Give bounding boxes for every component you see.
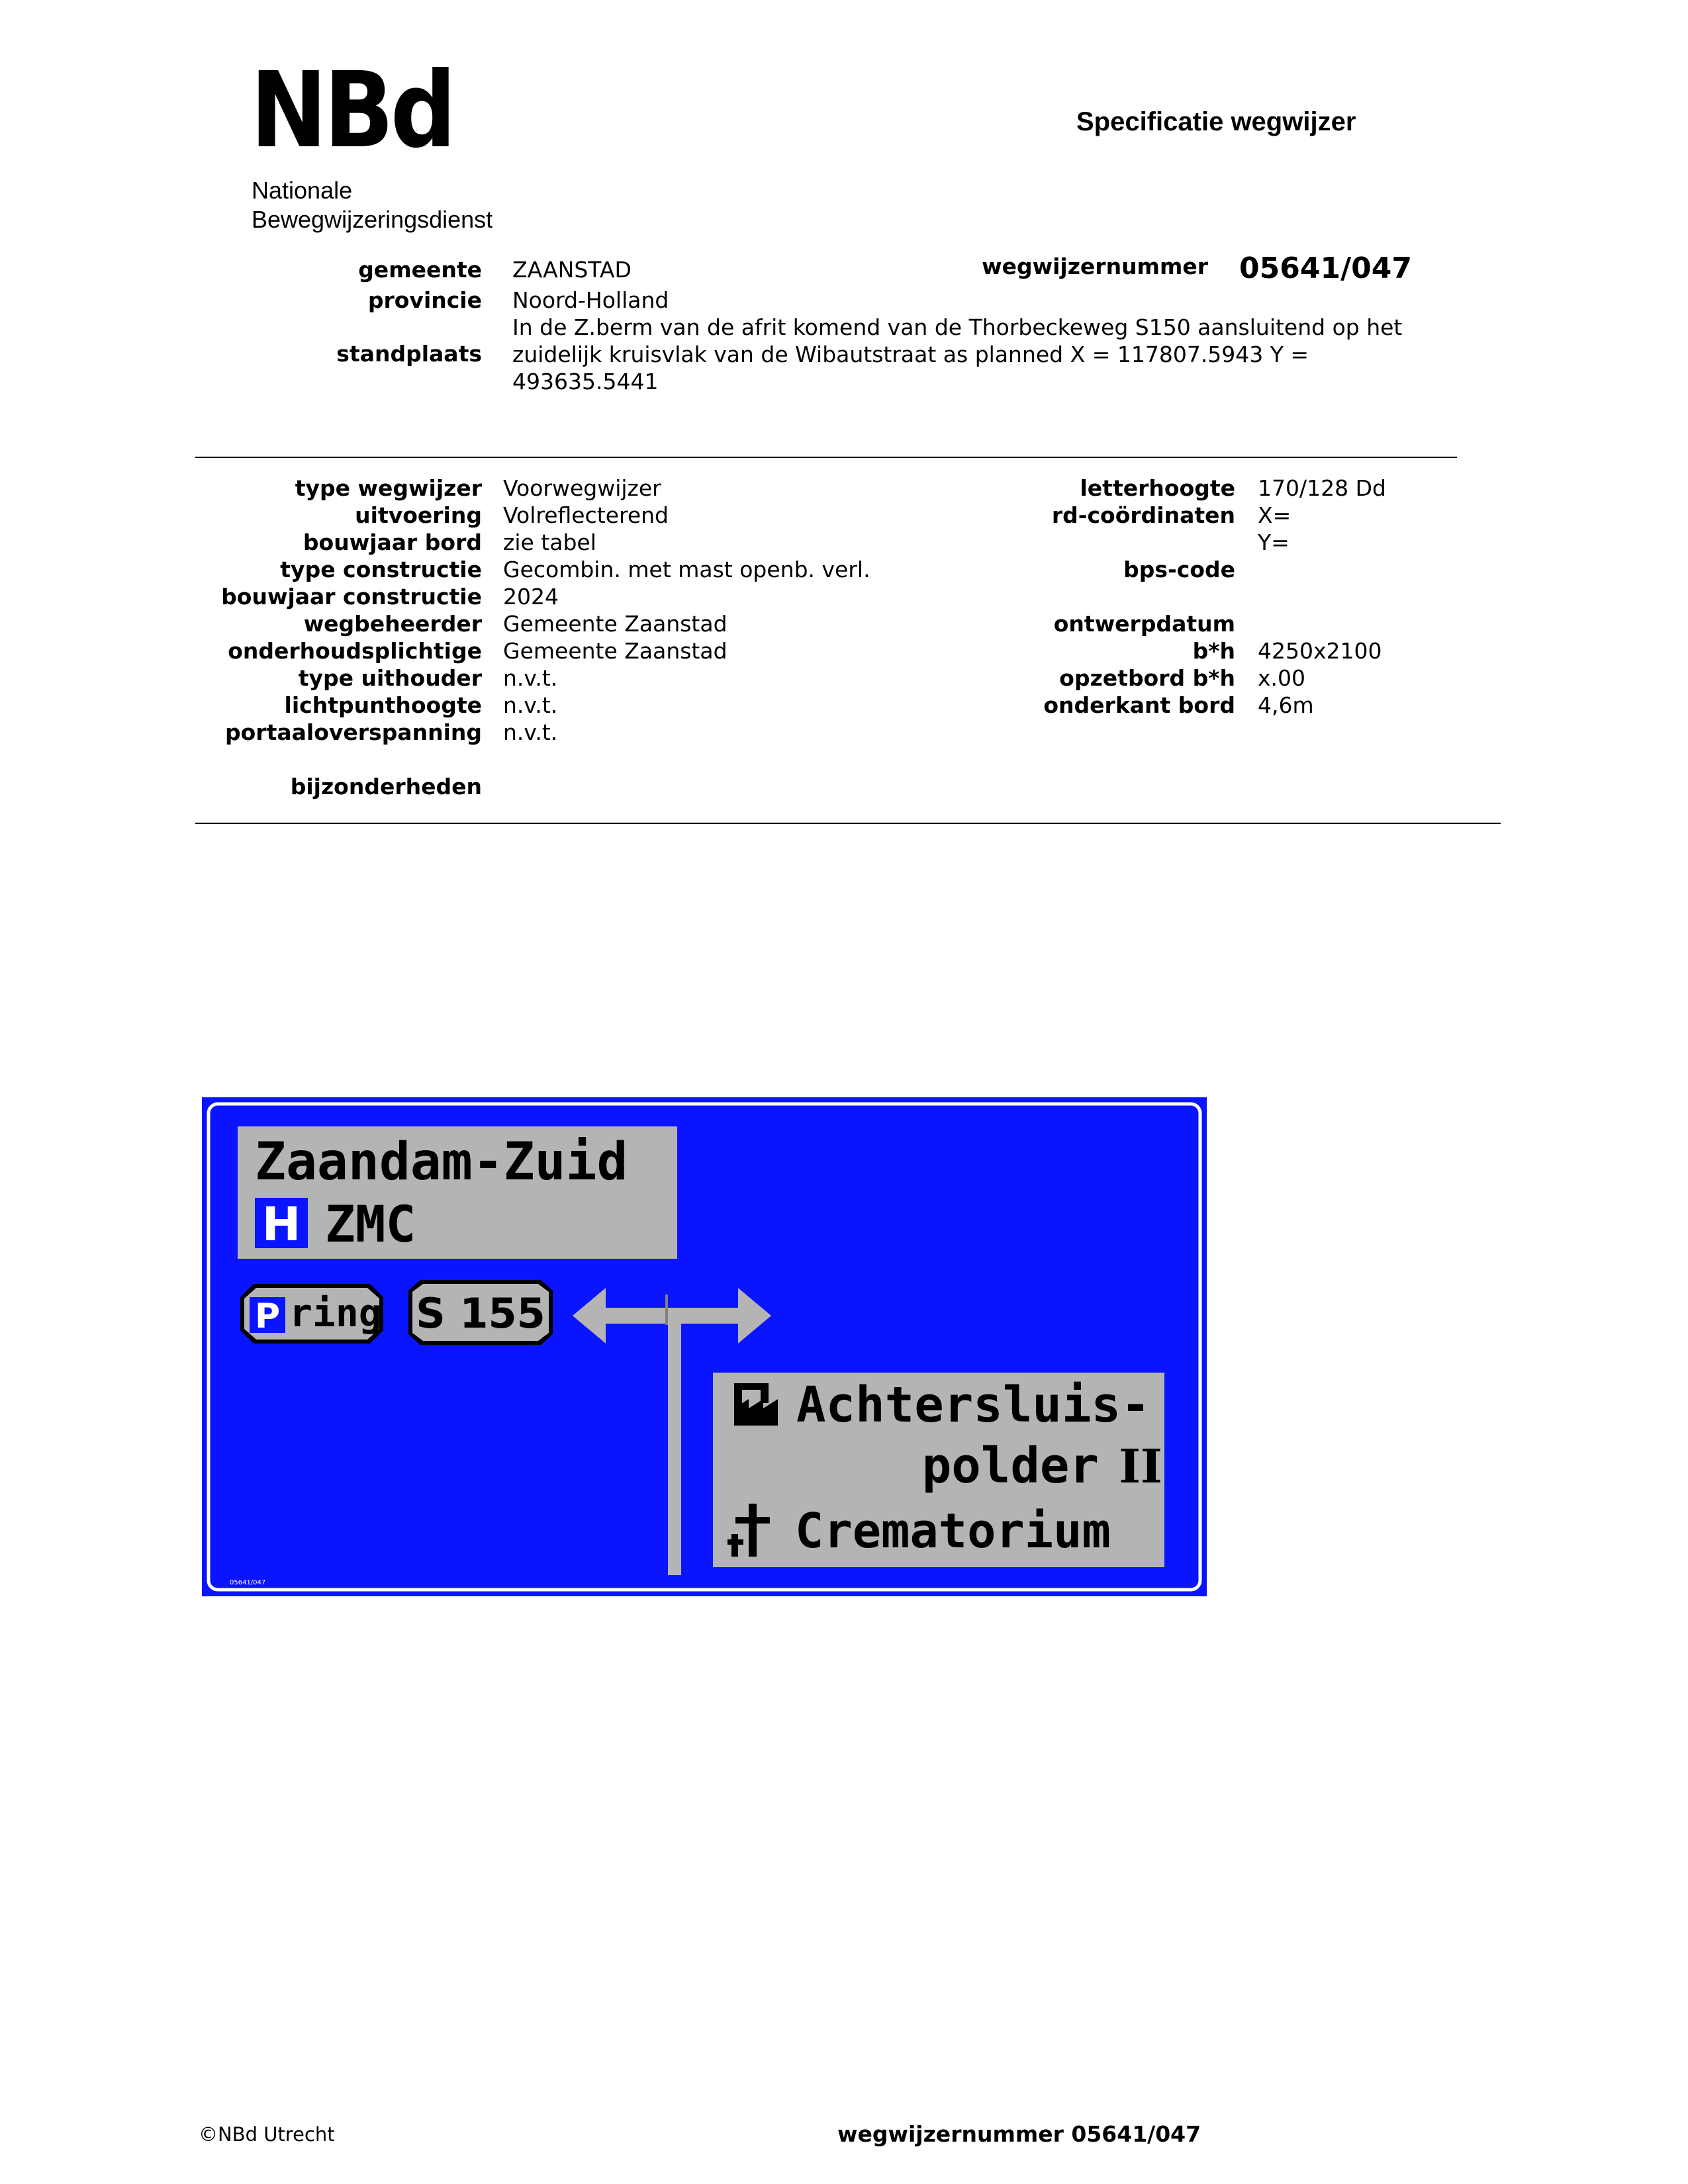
destination-achtersluis: Achtersluis- <box>796 1377 1150 1433</box>
detail-value: Gemeente Zaanstad <box>503 638 727 664</box>
wegwijzernummer-value: 05641/047 <box>1239 251 1412 285</box>
detail-value: Volreflecterend <box>503 502 669 528</box>
detail-label: type wegwijzer <box>295 475 482 501</box>
footer-copyright: ©NBd Utrecht <box>199 2123 335 2146</box>
parking-symbol: P <box>254 1297 281 1336</box>
detail-label: bouwjaar bord <box>303 529 482 555</box>
wegwijzernummer-label: wegwijzernummer <box>982 253 1208 279</box>
gemeente-label: gemeente <box>358 257 482 283</box>
gemeente-value: ZAANSTAD <box>512 257 632 283</box>
provincie-value: Noord-Holland <box>512 287 669 313</box>
detail-value: Voorwegwijzer <box>503 475 661 501</box>
detail-label: bps-code <box>1123 557 1235 582</box>
detail-label: ontwerpdatum <box>1053 611 1235 637</box>
detail-value: n.v.t. <box>503 692 558 718</box>
detail-label: letterhoogte <box>1080 475 1235 501</box>
destination-zmc: ZMC <box>325 1195 416 1253</box>
detail-label: onderkant bord <box>1043 692 1235 718</box>
standplaats-value: In de Z.berm van de afrit komend van de Thorbeckeweg S150 aansluitend op het zuidelijk kruisvlak van de Wibautstraat as planned X = 117807.5943 Y = 493635.5441 <box>512 314 1403 394</box>
pring-text: ring <box>289 1291 382 1336</box>
detail-label: opzetbord b*h <box>1059 665 1235 691</box>
detail-value: 170/128 Dd <box>1258 475 1386 501</box>
destination-crematorium: Crematorium <box>795 1503 1111 1559</box>
detail-value: 4,6m <box>1258 692 1314 718</box>
divider-top <box>195 457 1457 458</box>
logo-subtitle-line2: Bewegwijzeringsdienst <box>252 206 493 233</box>
detail-label: type uithouder <box>298 665 482 691</box>
destination-zaandam-zuid: Zaandam-Zuid <box>255 1132 628 1192</box>
detail-value: X= <box>1258 502 1291 528</box>
detail-value: 4250x2100 <box>1258 638 1382 664</box>
divider-bottom <box>195 823 1501 824</box>
logo-subtitle-line1: Nationale <box>252 177 353 204</box>
standplaats-label: standplaats <box>336 341 482 367</box>
detail-label: rd-coördinaten <box>1051 502 1235 528</box>
detail-value: 2024 <box>503 584 559 610</box>
detail-label: wegbeheerder <box>303 611 482 637</box>
detail-value: Gecombin. met mast openb. verl. <box>503 557 870 582</box>
detail-label: lichtpunthoogte <box>284 692 482 718</box>
detail-value: Y= <box>1258 529 1289 555</box>
sign-drawing <box>202 1097 1207 1596</box>
detail-label: bijzonderheden <box>290 774 482 799</box>
nbd-logo-mark: NBd <box>250 50 453 171</box>
arrow-stem-line <box>665 1295 668 1325</box>
sign-small-code: 05641/047 <box>230 1579 266 1586</box>
detail-value: Gemeente Zaanstad <box>503 611 727 637</box>
document-title: Specificatie wegwijzer <box>1076 107 1356 136</box>
route-number: S 155 <box>416 1289 545 1338</box>
detail-label: onderhoudsplichtige <box>228 638 482 664</box>
destination-polder: polder <box>921 1437 1099 1494</box>
provincie-label: provincie <box>367 287 482 313</box>
detail-value: x.00 <box>1258 665 1306 691</box>
hospital-symbol: H <box>261 1197 301 1251</box>
detail-value: n.v.t. <box>503 665 558 691</box>
detail-label: portaaloverspanning <box>225 719 482 745</box>
roman-numeral-two: II <box>1119 1439 1162 1494</box>
detail-value: zie tabel <box>503 529 596 555</box>
detail-label: type constructie <box>280 557 482 582</box>
footer-sign-number: wegwijzernummer 05641/047 <box>837 2121 1201 2147</box>
detail-value: n.v.t. <box>503 719 558 745</box>
detail-label: uitvoering <box>355 502 482 528</box>
detail-label: b*h <box>1192 638 1235 664</box>
detail-label: bouwjaar constructie <box>221 584 482 610</box>
